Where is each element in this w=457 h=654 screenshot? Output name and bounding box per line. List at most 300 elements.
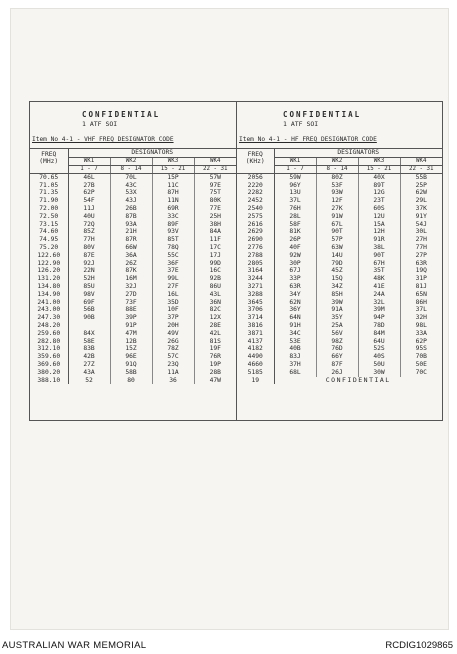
designator-cell: 27D	[110, 291, 152, 299]
table-row	[30, 267, 236, 275]
designator-cell: 27P	[415, 251, 427, 259]
freq-cell: 248.20	[30, 322, 68, 330]
table-row	[237, 369, 442, 377]
table-row	[30, 260, 236, 268]
freq-cell: 71.05	[30, 182, 68, 190]
designator-cell: 76R	[209, 353, 221, 361]
designator-cell: 11N	[152, 197, 194, 205]
designator-cell: 30W	[358, 369, 400, 377]
designator-cell: 12X	[209, 314, 221, 322]
designator-cell: 87F	[316, 361, 358, 369]
soi-subheading: 1 ATF SOI	[283, 120, 319, 128]
confidential-heading: CONFIDENTIAL	[82, 110, 161, 119]
table-row	[30, 338, 236, 346]
freq-cell: 282.80	[30, 338, 68, 346]
designator-cell: 82C	[209, 306, 221, 314]
designator-cell: 54J	[415, 220, 427, 228]
designator-cell: 50U	[358, 361, 400, 369]
freq-cell: 359.60	[30, 353, 68, 361]
range-header: 8 - 14	[316, 165, 358, 173]
table-row	[237, 361, 442, 369]
designator-cell: 12F	[316, 197, 358, 205]
designator-cell: 20H	[152, 322, 194, 330]
designator-cell: 24A	[358, 291, 400, 299]
designator-cell: 62P	[415, 337, 427, 345]
designator-cell: 57C	[152, 353, 194, 361]
range-header: 15 - 21	[152, 165, 194, 173]
designator-cell: 90B	[68, 314, 110, 322]
vhf-panel	[30, 102, 237, 420]
designator-cell: 26J	[316, 369, 358, 377]
designator-cell: 95S	[415, 345, 427, 353]
designator-cell: 32H	[415, 314, 427, 322]
week-header: WK2	[110, 157, 152, 165]
freq-cell: 388.10	[30, 377, 68, 385]
range-header: 1 - 7	[68, 165, 110, 173]
freq-cell: 2282	[237, 189, 274, 197]
designator-cell: 98Z	[316, 338, 358, 346]
freq-cell: 3714	[237, 314, 274, 322]
designator-cell: 80	[110, 377, 152, 385]
designator-cell: 93V	[152, 228, 194, 236]
table-row	[237, 306, 442, 314]
table-row	[30, 213, 236, 221]
freq-cell: 74.60	[30, 228, 68, 236]
designator-cell: 99L	[152, 275, 194, 283]
designator-cell: 19P	[209, 360, 221, 368]
designator-cell: 83J	[274, 353, 316, 361]
freq-cell: 2788	[237, 252, 274, 260]
freq-cell: 4182	[237, 345, 274, 353]
hf-table	[237, 148, 442, 384]
table-row	[30, 228, 236, 236]
designator-cell: 62P	[68, 189, 110, 197]
confidential-heading: CONFIDENTIAL	[283, 110, 362, 119]
designator-cell: 87H	[152, 189, 194, 197]
designator-cell: 26G	[152, 338, 194, 346]
designator-cell: 87K	[110, 267, 152, 275]
designator-cell: 17C	[209, 243, 221, 251]
designator-cell: 37H	[274, 361, 316, 369]
designator-cell: 32J	[110, 283, 152, 291]
designator-cell: 80K	[209, 197, 221, 205]
designator-cell: 36N	[209, 298, 221, 306]
table-row	[30, 252, 236, 260]
table-row	[237, 353, 442, 361]
designator-cell: 42B	[68, 353, 110, 361]
designator-cell: 50E	[415, 360, 427, 368]
designator-cell: 28L	[274, 213, 316, 221]
designator-cell: 43C	[110, 182, 152, 190]
designator-cell: 58B	[110, 369, 152, 377]
designator-cell: 65N	[415, 290, 427, 298]
designator-cell: 37L	[415, 306, 427, 314]
designator-cell: 11C	[152, 182, 194, 190]
designator-cell: 17J	[209, 251, 221, 259]
soi-subheading: 1 ATF SOI	[82, 120, 118, 128]
freq-cell: 131.20	[30, 275, 68, 283]
designator-cell: 47M	[110, 330, 152, 338]
freq-cell: 3816	[237, 322, 274, 330]
table-row	[237, 283, 442, 291]
freq-cell: 3645	[237, 299, 274, 307]
designator-cell: 77H	[415, 243, 427, 251]
designator-cell: 68L	[274, 369, 316, 377]
designator-cell: 77E	[209, 204, 221, 212]
designator-cell: 42L	[209, 329, 221, 337]
document-page	[10, 8, 449, 630]
designator-cell: 54F	[68, 197, 110, 205]
freq-cell: 122.60	[30, 252, 68, 260]
designator-cell: 90T	[358, 252, 400, 260]
designator-cell: 76D	[316, 345, 358, 353]
table-row	[237, 345, 442, 353]
designator-cell: 64U	[358, 338, 400, 346]
freq-cell: 2575	[237, 213, 274, 221]
designator-cell: 91W	[316, 213, 358, 221]
designator-cell: 26Z	[110, 260, 152, 268]
table-row	[30, 236, 236, 244]
freq-cell: 3871	[237, 330, 274, 338]
freq-cell: 2616	[237, 221, 274, 229]
freq-cell: 2690	[237, 236, 274, 244]
designator-cell: 67H	[358, 260, 400, 268]
designator-cell: 62N	[274, 299, 316, 307]
freq-cell: 3244	[237, 275, 274, 283]
designator-cell: 78D	[358, 322, 400, 330]
archive-name: AUSTRALIAN WAR MEMORIAL	[2, 640, 147, 651]
designator-cell: 40X	[358, 173, 400, 181]
designator-cell: 90T	[316, 228, 358, 236]
designator-cell: 80V	[68, 244, 110, 252]
designator-cell: 47W	[209, 376, 221, 384]
freq-header: FREQ (KHz)	[237, 149, 274, 174]
designator-cell: 25A	[316, 322, 358, 330]
designator-cell: 57P	[316, 236, 358, 244]
freq-cell: 2452	[237, 197, 274, 205]
designator-cell: 39M	[358, 306, 400, 314]
table-row	[30, 361, 236, 369]
designator-cell: 35D	[152, 299, 194, 307]
designator-cell: 98V	[68, 291, 110, 299]
designator-cell: 98L	[415, 321, 427, 329]
week-header: WK3	[358, 157, 400, 165]
designator-cell: 36F	[152, 260, 194, 268]
table-row	[237, 338, 442, 346]
designator-cell: 37K	[415, 204, 427, 212]
designator-cell: 15Q	[316, 275, 358, 283]
designator-cell: 64N	[274, 314, 316, 322]
designator-cell: 87E	[68, 252, 110, 260]
designator-cell: 19Q	[415, 267, 427, 275]
table-row	[30, 205, 236, 213]
week-header: WK4	[194, 157, 236, 165]
designator-cell: 28B	[209, 368, 221, 376]
designator-cell: 72Q	[68, 221, 110, 229]
designator-cell: 43A	[68, 369, 110, 377]
designator-cell: 16C	[209, 267, 221, 275]
freq-cell: 259.60	[30, 330, 68, 338]
freq-cell: 122.90	[30, 260, 68, 268]
table-row	[237, 182, 442, 190]
designator-cell: 59W	[274, 173, 316, 181]
designator-cell: 35Y	[316, 314, 358, 322]
designator-cell: 92W	[274, 252, 316, 260]
designator-cell	[68, 322, 110, 330]
designator-cell: 28E	[209, 321, 221, 329]
freq-cell: 3706	[237, 306, 274, 314]
freq-cell: 72.50	[30, 213, 68, 221]
designator-cell: 52	[68, 377, 110, 385]
freq-cell: 72.00	[30, 205, 68, 213]
designator-cell: 91R	[358, 236, 400, 244]
designator-cell: 36	[152, 377, 194, 385]
designator-cell: 15A	[358, 221, 400, 229]
designator-cell: 91Y	[415, 212, 427, 220]
designator-cell: 21H	[110, 228, 152, 236]
table-row	[237, 236, 442, 244]
designator-cell: 83B	[68, 345, 110, 353]
designator-cell: 56B	[68, 306, 110, 314]
designator-cell: 73F	[110, 299, 152, 307]
table-row	[237, 299, 442, 307]
freq-cell: 2805	[237, 260, 274, 268]
designator-cell: 55B	[415, 173, 427, 181]
table-row	[237, 322, 442, 330]
freq-cell: 75.20	[30, 244, 68, 252]
designator-cell: 12U	[358, 213, 400, 221]
freq-cell: 4660	[237, 361, 274, 369]
freq-cell: 241.00	[30, 299, 68, 307]
freq-cell: 134.90	[30, 291, 68, 299]
designator-cell: 66Y	[316, 353, 358, 361]
designator-cell: 81J	[415, 282, 427, 290]
designator-cell: 27B	[68, 182, 110, 190]
designator-cell: 97E	[209, 181, 221, 189]
designator-cell: 78Z	[152, 345, 194, 353]
freq-cell: 2540	[237, 205, 274, 213]
designator-cell: 26B	[110, 205, 152, 213]
designator-cell: 12B	[110, 338, 152, 346]
freq-cell: 380.20	[30, 369, 68, 377]
week-header: WK1	[68, 157, 110, 165]
designator-cell: 12H	[358, 228, 400, 236]
table-row	[237, 314, 442, 322]
designator-cell: 16L	[152, 291, 194, 299]
table-row	[30, 369, 236, 377]
designator-cell: 37P	[152, 314, 194, 322]
designator-cell: 56V	[316, 330, 358, 338]
designator-cell: 15P	[152, 173, 194, 181]
designator-cell: 60S	[358, 205, 400, 213]
designator-cell: 87R	[110, 236, 152, 244]
table-row	[30, 283, 236, 291]
table-row	[237, 213, 442, 221]
designator-cell: 34C	[274, 330, 316, 338]
designator-cell: 96E	[110, 353, 152, 361]
designator-cell: 39P	[110, 314, 152, 322]
freq-cell: 126.20	[30, 267, 68, 275]
week-header: WK1	[274, 157, 316, 165]
designator-cell: 12G	[358, 189, 400, 197]
designator-cell: 33P	[274, 275, 316, 283]
designator-cell: 27Z	[68, 361, 110, 369]
table-row	[237, 291, 442, 299]
designator-cell: 32L	[358, 299, 400, 307]
designator-cell: 43J	[110, 197, 152, 205]
freq-cell: 74.95	[30, 236, 68, 244]
designator-cell: 91P	[110, 322, 152, 330]
designator-cell: 53E	[274, 338, 316, 346]
table-row	[237, 252, 442, 260]
designator-cell: 36A	[110, 252, 152, 260]
week-header: WK4	[400, 157, 442, 165]
designator-cell: 53F	[316, 182, 358, 190]
designator-cell: 67J	[274, 267, 316, 275]
designator-cell: 58F	[274, 221, 316, 229]
designator-cell: 99D	[209, 259, 221, 267]
designator-cell: 92B	[209, 275, 221, 283]
designator-cell: 85T	[152, 236, 194, 244]
designator-cell: 89F	[152, 221, 194, 229]
table-row	[237, 197, 442, 205]
designator-cell: 11F	[209, 236, 221, 244]
designator-cell: 30P	[274, 260, 316, 268]
designator-cell: 27F	[152, 283, 194, 291]
designator-cell: 38H	[209, 220, 221, 228]
designator-cell: 63R	[415, 259, 427, 267]
designator-cell: 22N	[68, 267, 110, 275]
designator-cell: 34Z	[316, 283, 358, 291]
designator-cell: 40B	[274, 345, 316, 353]
confidential-footer: CONFIDENTIAL	[325, 376, 391, 384]
table-row	[30, 345, 236, 353]
designator-cell: 34Y	[274, 291, 316, 299]
designator-cell: 69R	[152, 205, 194, 213]
freq-cell: 73.15	[30, 221, 68, 229]
table-row	[30, 377, 236, 385]
designator-cell: 81S	[209, 337, 221, 345]
table-row	[237, 267, 442, 275]
designator-cell: 33C	[152, 213, 194, 221]
designator-cell: 69F	[68, 299, 110, 307]
designators-header: DESIGNATORS	[274, 149, 442, 158]
designator-cell: 37L	[274, 197, 316, 205]
footer-row	[237, 377, 442, 385]
designator-cell: 84A	[209, 228, 221, 236]
designator-cell: 38L	[358, 244, 400, 252]
designator-cell: 40U	[68, 213, 110, 221]
range-header: 15 - 21	[358, 165, 400, 173]
table-row	[237, 330, 442, 338]
table-row	[30, 189, 236, 197]
week-header: WK3	[152, 157, 194, 165]
table-row	[237, 205, 442, 213]
freq-cell: 5185	[237, 369, 274, 377]
freq-cell: 4490	[237, 353, 274, 361]
table-row	[30, 221, 236, 229]
designator-cell: 78Q	[152, 244, 194, 252]
table-row	[30, 291, 236, 299]
table-row	[30, 275, 236, 283]
freq-cell: 4137	[237, 338, 274, 346]
designator-cell: 91H	[274, 322, 316, 330]
table-row	[237, 189, 442, 197]
designator-cell: 13U	[274, 189, 316, 197]
hf-panel	[237, 102, 442, 420]
table-row	[237, 221, 442, 229]
freq-cell: 3288	[237, 291, 274, 299]
designator-cell: 23Q	[152, 361, 194, 369]
designator-cell: 25H	[209, 212, 221, 220]
table-row	[30, 353, 236, 361]
designator-cell: 70L	[110, 173, 152, 181]
designator-cell: 37E	[152, 267, 194, 275]
designator-cell: 77H	[68, 236, 110, 244]
freq-cell: 134.80	[30, 283, 68, 291]
item-title: Item No 4-1 - HF FREQ DESIGNATOR CODE	[239, 136, 377, 143]
designator-cell: 52S	[358, 345, 400, 353]
designator-cell: 66W	[110, 244, 152, 252]
freq-cell: 2629	[237, 228, 274, 236]
table-row	[30, 322, 236, 330]
designator-cell: 10F	[152, 306, 194, 314]
designator-cell: 25P	[415, 181, 427, 189]
table-row	[30, 182, 236, 190]
designator-cell: 11A	[152, 369, 194, 377]
range-header: 22 - 31	[400, 165, 442, 173]
designator-cell: 81K	[274, 228, 316, 236]
week-header: WK2	[316, 157, 358, 165]
table-row	[30, 299, 236, 307]
designator-cell: 31P	[415, 275, 427, 283]
designator-cell: 63W	[316, 244, 358, 252]
designator-cell: 84M	[358, 330, 400, 338]
designator-cell: 52H	[68, 275, 110, 283]
designator-cell: 48K	[358, 275, 400, 283]
vhf-table	[30, 148, 236, 384]
designator-cell: 23T	[358, 197, 400, 205]
designator-cell: 11J	[68, 205, 110, 213]
designator-cell: 94P	[358, 314, 400, 322]
range-header: 22 - 31	[194, 165, 236, 173]
freq-cell: 2056	[237, 173, 274, 181]
designator-cell: 57W	[209, 173, 221, 181]
freq-cell: 71.90	[30, 197, 68, 205]
designator-cell: 33A	[415, 329, 427, 337]
page-number: 19	[237, 377, 274, 385]
designator-cell: 30L	[415, 228, 427, 236]
table-row	[30, 197, 236, 205]
designator-cell: 58E	[68, 338, 110, 346]
freq-cell: 71.35	[30, 189, 68, 197]
table-row	[237, 244, 442, 252]
designator-cell: 86H	[415, 298, 427, 306]
designator-cell: 80Z	[316, 173, 358, 181]
designator-cell: 85H	[316, 291, 358, 299]
designator-cell: 29L	[415, 197, 427, 205]
table-row	[30, 314, 236, 322]
designator-cell: 16M	[110, 275, 152, 283]
table-row	[30, 306, 236, 314]
designator-cell: 27H	[415, 236, 427, 244]
table-row	[237, 173, 442, 181]
designator-cell: 91A	[316, 306, 358, 314]
designator-cell: 85U	[68, 283, 110, 291]
table-row	[237, 275, 442, 283]
freq-cell: 70.65	[30, 173, 68, 181]
freq-cell: 3164	[237, 267, 274, 275]
